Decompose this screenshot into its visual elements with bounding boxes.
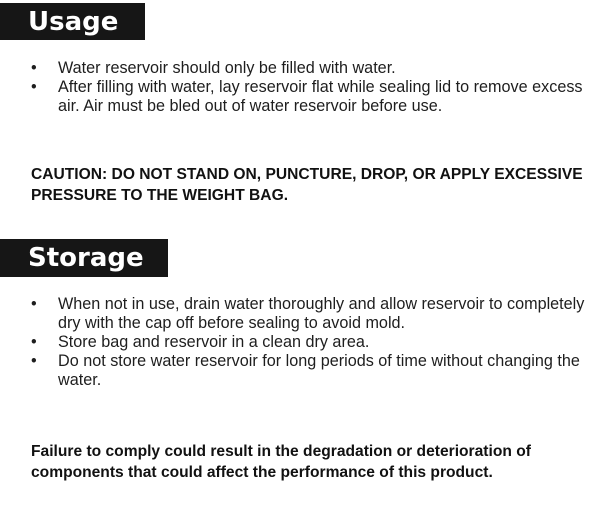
usage-heading [0,3,145,40]
storage-heading [0,239,168,277]
bullet-icon: • [31,78,37,96]
list-item [0,78,585,116]
list-item [0,333,585,352]
list-item-text: After filling with water, lay reservoir flat while sealing lid to remove excess air. Air must be bled out of water reservoir before use. [58,78,583,115]
list-item-text: When not in use, drain water thoroughly and allow reservoir to completely dry with the cap off before sealing to avoid mold. [58,295,585,332]
list-item [0,59,585,78]
caution-notice: CAUTION: DO NOT STAND ON, PUNCTURE, DROP, OR APPLY EXCESSIVE PRESSURE TO THE WEIGHT BAG. [31,166,583,204]
failure-warning: Failure to comply could result in the degradation or deterioration of components that could affect the performance of this product. [31,443,531,481]
storage-heading-text: Storage [28,243,144,273]
usage-heading-text: Usage [28,6,119,37]
list-item-text: Water reservoir should only be filled with water. [58,59,396,77]
list-item-text: Store bag and reservoir in a clean dry area. [58,333,370,351]
list-item [0,352,585,390]
list-item [0,295,585,333]
bullet-icon: • [31,59,37,77]
bullet-icon: • [31,333,37,351]
storage-list [0,295,585,390]
bullet-icon: • [31,295,37,313]
list-item-text: Do not store water reservoir for long periods of time without changing the water. [58,352,580,389]
usage-list [0,59,585,116]
bullet-icon: • [31,352,37,370]
